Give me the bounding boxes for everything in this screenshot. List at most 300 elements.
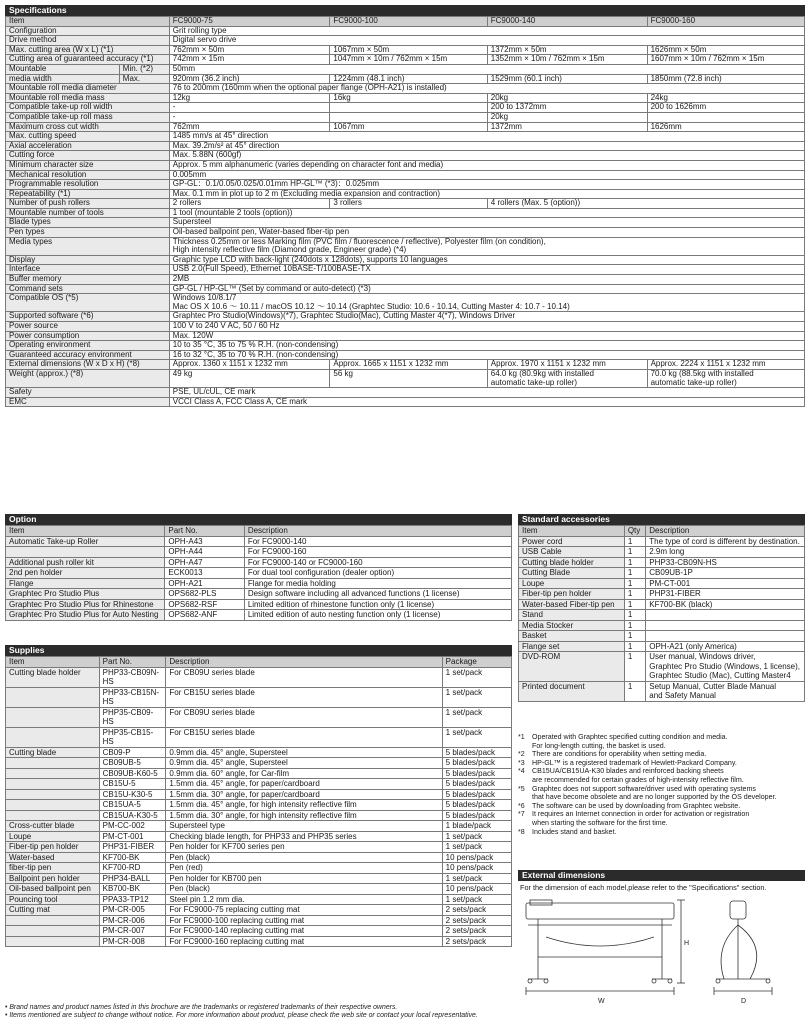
specifications-title: Specifications — [5, 5, 805, 16]
row-label: Graphtec Pro Studio Plus for Auto Nesting — [6, 610, 165, 621]
cutter-dimension-drawing — [518, 895, 805, 1010]
table-cell: PSE, UL/cUL, CE mark — [169, 388, 804, 398]
row-label: Basket — [519, 631, 625, 642]
table-row — [6, 312, 805, 322]
table-cell: 1 — [624, 547, 645, 558]
footnote — [518, 802, 805, 811]
table-row — [6, 758, 512, 769]
row-label: Flange — [6, 578, 165, 589]
table-cell: 70.0 kg (88.5kg with installed automatic take-up roller) — [647, 369, 804, 387]
footnote-marker: *2 — [518, 750, 525, 759]
table-cell: 1 — [624, 568, 645, 579]
row-label — [6, 936, 100, 947]
column-header: Package — [442, 657, 511, 668]
table-row — [6, 821, 512, 832]
table-row — [6, 74, 805, 84]
table-cell: 0.9mm dia. 45° angle, Supersteel — [166, 747, 442, 758]
table-header-row — [6, 657, 512, 668]
table-cell: PHP33-CB09N-HS — [99, 667, 166, 687]
table-cell: 5 blades/pack — [442, 800, 511, 811]
table-cell: 20kg — [487, 112, 647, 122]
footnote-text: Operated with Graphtec specified cutting condition and media. For long-length cutting, the basket is used. — [532, 733, 728, 750]
table-cell: 3 rollers — [330, 199, 487, 209]
table-cell: ECK0013 — [165, 568, 244, 579]
row-label: Media types — [6, 237, 170, 255]
table-row — [6, 779, 512, 790]
table-cell: 24kg — [647, 93, 804, 103]
table-cell: Thickness 0.25mm or less Marking film (PVC film / fluorescence / reflective), Polyester film (on condition), High intensity reflective film (Diamond grade, Engineer grade) (*4) — [169, 237, 804, 255]
column-header: FC9000-100 — [330, 17, 487, 27]
supplies-title: Supplies — [5, 645, 512, 656]
row-label — [6, 707, 100, 727]
width-label: W — [598, 998, 605, 1005]
table-cell: Supersteel — [169, 218, 804, 228]
table-cell: 1 — [624, 578, 645, 589]
table-row — [6, 747, 512, 758]
table-cell: 742mm × 15m — [169, 55, 330, 65]
table-cell: 64.0 kg (80.9kg with installed automatic take-up roller) — [487, 369, 647, 387]
table-cell — [330, 112, 487, 122]
table-cell: The type of cord is different by destination. — [646, 536, 805, 547]
row-label: Compatible take-up roll mass — [6, 112, 170, 122]
table-cell: 1047mm × 10m / 762mm × 15m — [330, 55, 487, 65]
table-cell: Setup Manual, Cutter Blade Manual and Safety Manual — [646, 681, 805, 701]
table-row — [6, 284, 805, 294]
table-row — [6, 768, 512, 779]
footnote-text: CB15UA/CB15UA-K30 blades and reinforced backing sheets are recommended for certain grades of high-intensity reflective film. — [532, 767, 744, 784]
table-cell: Limited edition of rhinestone function only (1 license) — [244, 599, 511, 610]
table-cell: OPH-A43 — [165, 536, 244, 547]
footnote-marker: *5 — [518, 784, 525, 793]
table-row — [6, 255, 805, 265]
row-label: Fiber-tip pen holder — [6, 842, 100, 853]
table-header-row — [519, 526, 805, 537]
table-cell: 1.5mm dia. 45° angle, for paper/cardboard — [166, 779, 442, 790]
table-row — [6, 45, 805, 55]
table-row — [6, 141, 805, 151]
footnote — [518, 785, 805, 802]
column-header: Description — [166, 657, 442, 668]
table-cell — [330, 103, 487, 113]
row-label: Cutting Blade — [519, 568, 625, 579]
table-cell: Approx. 1360 x 1151 x 1232 mm — [169, 360, 330, 370]
table-cell: 1 set/pack — [442, 687, 511, 707]
table-row — [519, 536, 805, 547]
table-cell: 100 V to 240 V AC, 50 / 60 Hz — [169, 322, 804, 332]
table-cell: For FC9000-75 replacing cutting mat — [166, 905, 442, 916]
table-cell: User manual, Windows driver, Graphtec Pro Studio (Windows, 1 license), Graphtec Studio (Mac), Cutting Master4 — [646, 652, 805, 682]
column-header: Item — [6, 526, 165, 537]
column-header: Description — [646, 526, 805, 537]
table-cell: USB 2.0(Full Speed), Ethernet 10BASE-T/100BASE-TX — [169, 265, 804, 275]
table-row — [519, 681, 805, 701]
table-row — [6, 884, 512, 895]
table-row — [6, 842, 512, 853]
external-dimensions-caption: For the dimension of each model,please refer to the "Specifications" section. — [520, 883, 767, 892]
table-cell: Max. 0.1 mm in plot up to 2 m (Excluding media expansion and contraction) — [169, 189, 804, 199]
table-cell: CB15UA-K30-5 — [99, 810, 166, 821]
table-cell: 10 pens/pack — [442, 884, 511, 895]
table-cell: 1 — [624, 681, 645, 701]
table-cell: 50mm — [169, 64, 804, 74]
row-label: USB Cable — [519, 547, 625, 558]
row-label: Media Stocker — [519, 620, 625, 631]
table-cell: 1067mm — [330, 122, 487, 132]
table-cell: OPS682-ANF — [165, 610, 244, 621]
column-header: Qty — [624, 526, 645, 537]
table-cell: 5 blades/pack — [442, 768, 511, 779]
table-cell: KF700-BK — [99, 852, 166, 863]
table-cell: 1 — [624, 631, 645, 642]
table-row — [6, 810, 512, 821]
table-cell: 16kg — [330, 93, 487, 103]
table-row — [6, 369, 805, 387]
table-cell: Limited edition of auto nesting function only (1 license) — [244, 610, 511, 621]
table-row — [6, 322, 805, 332]
column-header: Item — [519, 526, 625, 537]
table-cell: 5 blades/pack — [442, 810, 511, 821]
row-label: Graphtec Pro Studio Plus — [6, 589, 165, 600]
table-cell: OPH-A47 — [165, 557, 244, 568]
table-row — [6, 800, 512, 811]
column-header: FC9000-75 — [169, 17, 330, 27]
table-row — [6, 599, 512, 610]
footnote-text: Graphtec does not support software/driver used with operating systems that have become obsolete and are no longer supported by the OS developer. — [532, 784, 777, 802]
table-cell: 1 — [624, 610, 645, 621]
table-row — [6, 93, 805, 103]
table-cell: PM-CC-002 — [99, 821, 166, 832]
row-label-text: Mountable — [9, 64, 47, 73]
table-cell: 1 — [624, 536, 645, 547]
table-cell: Grit rolling type — [169, 26, 804, 36]
row-label: Cutting area of guaranteed accuracy (*1) — [6, 55, 170, 65]
table-row — [6, 610, 512, 621]
option-section — [5, 514, 512, 621]
table-cell: 1 — [624, 620, 645, 631]
row-label: Power source — [6, 322, 170, 332]
row-label-text: media width — [9, 74, 52, 83]
row-label: Additional push roller kit — [6, 557, 165, 568]
footnote-marker: *8 — [518, 827, 525, 836]
footnote — [518, 733, 805, 750]
table-cell: Supersteel type — [166, 821, 442, 832]
row-label: Printed document — [519, 681, 625, 701]
table-cell: 1 set/pack — [442, 831, 511, 842]
table-cell: 1 set/pack — [442, 894, 511, 905]
footnote-marker: *1 — [518, 733, 525, 741]
table-cell: 1529mm (60.1 inch) — [487, 74, 647, 84]
control-panel — [530, 900, 552, 905]
row-label: Cutting force — [6, 151, 170, 161]
footnote — [518, 759, 805, 768]
row-label: Supported software (*6) — [6, 312, 170, 322]
table-row — [6, 170, 805, 180]
table-cell: 1067mm × 50m — [330, 45, 487, 55]
table-cell: - — [169, 103, 330, 113]
table-cell: Oil-based ballpoint pen, Water-based fiber-tip pen — [169, 228, 804, 238]
row-label: Pouncing tool — [6, 894, 100, 905]
table-cell: Max. 39.2m/s² at 45° direction — [169, 141, 804, 151]
row-label: Automatic Take-up Roller — [6, 536, 165, 547]
footnote — [518, 750, 805, 759]
table-cell: Pen (black) — [166, 884, 442, 895]
row-label: Drive method — [6, 36, 170, 46]
footnote — [518, 828, 805, 837]
table-row — [6, 122, 805, 132]
row-sublabel: Max. — [119, 75, 169, 84]
table-row — [6, 388, 805, 398]
table-row — [6, 863, 512, 874]
table-row — [6, 894, 512, 905]
table-row — [6, 199, 805, 209]
table-cell: 1 set/pack — [442, 667, 511, 687]
table-row — [6, 727, 512, 747]
table-row — [6, 228, 805, 238]
table-row — [6, 687, 512, 707]
table-cell: For CB15U series blade — [166, 687, 442, 707]
table-header-row — [6, 526, 512, 537]
row-label: External dimensions (W x D x H) (*8) — [6, 360, 170, 370]
table-row — [6, 84, 805, 94]
table-cell: 1 — [624, 599, 645, 610]
table-row — [6, 26, 805, 36]
table-cell: CB15UA-5 — [99, 800, 166, 811]
table-cell: 76 to 200mm (160mm when the optional paper flange (OPH-A21) is installed) — [169, 84, 804, 94]
column-header: FC9000-160 — [647, 17, 804, 27]
table-cell: OPH-A21 (only America) — [646, 641, 805, 652]
footer-change-notice: • Items mentioned are subject to change without notice. For more information about product, please check the web site or contact your local representative. — [5, 1011, 478, 1019]
row-label: Programmable resolution — [6, 180, 170, 190]
row-label: Loupe — [6, 831, 100, 842]
row-label: Fiber-tip pen holder — [519, 589, 625, 600]
footnote-text: HP-GL™ is a registered trademark of Hewlett-Packard Company. — [532, 758, 737, 767]
table-cell: For dual tool configuration (dealer option) — [244, 568, 511, 579]
table-row — [6, 568, 512, 579]
row-label: Loupe — [519, 578, 625, 589]
table-cell: 1 tool (mountable 2 tools (option)) — [169, 208, 804, 218]
table-row — [6, 397, 805, 407]
table-cell — [646, 610, 805, 621]
table-row — [6, 218, 805, 228]
footnote-text: There are conditions for operability when setting media. — [532, 750, 707, 759]
row-label — [6, 789, 100, 800]
table-cell: For CB15U series blade — [166, 727, 442, 747]
table-cell: 49 kg — [169, 369, 330, 387]
table-cell: 1 set/pack — [442, 727, 511, 747]
row-label: Configuration — [6, 26, 170, 36]
table-cell: 1.5mm dia. 45° angle, for high intensity reflective film — [166, 800, 442, 811]
table-cell: 10 to 35 °C, 35 to 75 % R.H. (non-condensing) — [169, 341, 804, 351]
table-row — [6, 707, 512, 727]
table-cell: CB09UB-K60-5 — [99, 768, 166, 779]
table-cell: For FC9000-140 or FC9000-160 — [244, 557, 511, 568]
table-row — [6, 180, 805, 190]
row-label: Operating environment — [6, 341, 170, 351]
table-cell: 16 to 32 °C, 35 to 70 % R.H. (non-condensing) — [169, 350, 804, 360]
table-cell — [647, 112, 804, 122]
table-cell: PHP35-CB15-HS — [99, 727, 166, 747]
table-row — [6, 55, 805, 65]
table-cell: For FC9000-100 replacing cutting mat — [166, 915, 442, 926]
table-cell: 10 pens/pack — [442, 863, 511, 874]
table-cell — [646, 620, 805, 631]
table-cell: 1626mm — [647, 122, 804, 132]
row-label — [6, 74, 170, 84]
table-cell: CB15U-K30-5 — [99, 789, 166, 800]
table-cell: Approx. 5 mm alphanumeric (varies depending on character font and media) — [169, 160, 804, 170]
row-label: Number of push rollers — [6, 199, 170, 209]
column-header: Item — [6, 17, 170, 27]
table-cell: For CB09U series blade — [166, 707, 442, 727]
table-cell: 200 to 1372mm — [487, 103, 647, 113]
standard-accessories-title: Standard accessories — [518, 514, 805, 525]
table-cell: Approx. 1970 x 1151 x 1232 mm — [487, 360, 647, 370]
table-row — [6, 160, 805, 170]
footnote-text: The software can be used by downloading from Graphtec website. — [532, 801, 741, 810]
table-cell: 56 kg — [330, 369, 487, 387]
table-row — [519, 557, 805, 568]
table-cell: KB700-BK — [99, 884, 166, 895]
external-dimensions-title: External dimensions — [518, 870, 805, 881]
row-label: Max. cutting area (W x L) (*1) — [6, 45, 170, 55]
table-row — [519, 547, 805, 558]
footnote-marker: *4 — [518, 767, 525, 776]
row-sublabel: Min. (*2) — [119, 65, 169, 74]
table-cell: Pen (red) — [166, 863, 442, 874]
row-label — [6, 64, 170, 74]
table-row — [6, 589, 512, 600]
table-header-row — [6, 17, 805, 27]
table-cell: 1485 mm/s at 45° direction — [169, 132, 804, 142]
footnote — [518, 810, 805, 827]
table-row — [6, 36, 805, 46]
table-cell: 2.9m long — [646, 547, 805, 558]
table-row — [6, 275, 805, 285]
footnote-text: Includes stand and basket. — [532, 827, 617, 836]
table-cell: PHP31-FIBER — [646, 589, 805, 600]
table-row — [519, 631, 805, 642]
table-cell: 1 set/pack — [442, 842, 511, 853]
table-row — [519, 599, 805, 610]
table-row — [6, 915, 512, 926]
column-header: Description — [244, 526, 511, 537]
column-header: FC9000-140 — [487, 17, 647, 27]
cutter-body-front — [526, 903, 674, 919]
table-row — [6, 151, 805, 161]
footer-trademark-note: • Brand names and product names listed in this brochure are the trademarks or registered trademarks of their respective owners. — [5, 1004, 398, 1011]
table-row — [6, 789, 512, 800]
row-label: Guaranteed accuracy environment — [6, 350, 170, 360]
footnote-marker: *6 — [518, 801, 525, 810]
table-cell: PHP34-BALL — [99, 873, 166, 884]
row-label: Water-based Fiber-tip pen — [519, 599, 625, 610]
table-cell: 5 blades/pack — [442, 779, 511, 790]
table-cell: - — [169, 112, 330, 122]
table-cell: 5 blades/pack — [442, 789, 511, 800]
table-cell: Pen (black) — [166, 852, 442, 863]
table-cell: Max. 5.88N (600gf) — [169, 151, 804, 161]
table-cell: CB09UB-5 — [99, 758, 166, 769]
table-cell: KF700-RD — [99, 863, 166, 874]
table-cell: 5 blades/pack — [442, 758, 511, 769]
row-label: DVD-ROM — [519, 652, 625, 682]
row-label: Stand — [519, 610, 625, 621]
table-cell: For FC9000-160 replacing cutting mat — [166, 936, 442, 947]
table-cell: Flange for media holding — [244, 578, 511, 589]
footnote — [518, 767, 805, 784]
table-cell: 1224mm (48.1 inch) — [330, 74, 487, 84]
table-cell: OPH-A44 — [165, 547, 244, 558]
table-row — [6, 667, 512, 687]
table-row — [519, 568, 805, 579]
table-row — [6, 360, 805, 370]
table-cell: 2 sets/pack — [442, 936, 511, 947]
row-label: Weight (approx.) (*8) — [6, 369, 170, 387]
table-row — [6, 265, 805, 275]
table-cell: 762mm × 50m — [169, 45, 330, 55]
row-label — [6, 800, 100, 811]
row-label: Mechanical resolution — [6, 170, 170, 180]
row-label — [6, 810, 100, 821]
table-cell: CB09-P — [99, 747, 166, 758]
table-cell: 1626mm × 50m — [647, 45, 804, 55]
row-label: 2nd pen holder — [6, 568, 165, 579]
row-label: fiber-tip pen — [6, 863, 100, 874]
table-cell: 0.005mm — [169, 170, 804, 180]
table-cell: CB09UB-1P — [646, 568, 805, 579]
table-cell: 0.9mm dia. 60° angle, for Car-film — [166, 768, 442, 779]
row-label: Cutting mat — [6, 905, 100, 916]
row-label — [6, 687, 100, 707]
table-row — [6, 64, 805, 74]
table-row — [6, 578, 512, 589]
row-label: Graphtec Pro Studio Plus for Rhinestone — [6, 599, 165, 610]
row-label — [6, 915, 100, 926]
row-label: Compatible OS (*5) — [6, 294, 170, 312]
row-label: Cutting blade holder — [519, 557, 625, 568]
table-cell: PHP35-CB09-HS — [99, 707, 166, 727]
table-row — [519, 652, 805, 682]
table-row — [519, 620, 805, 631]
row-label: Buffer memory — [6, 275, 170, 285]
table-row — [6, 547, 512, 558]
row-label: Safety — [6, 388, 170, 398]
table-cell: For CB09U series blade — [166, 667, 442, 687]
row-label: Mountable number of tools — [6, 208, 170, 218]
table-cell: For FC9000-140 replacing cutting mat — [166, 926, 442, 937]
row-label: Ballpoint pen holder — [6, 873, 100, 884]
table-cell: 5 blades/pack — [442, 747, 511, 758]
row-label: Power consumption — [6, 331, 170, 341]
table-row — [6, 852, 512, 863]
table-cell: 2 sets/pack — [442, 915, 511, 926]
table-cell: 2MB — [169, 275, 804, 285]
table-cell: 1.5mm dia. 30° angle, for high intensity reflective film — [166, 810, 442, 821]
table-cell: PM-CR-008 — [99, 936, 166, 947]
table-cell: 1607mm × 10m / 762mm × 15m — [647, 55, 804, 65]
row-label: Blade types — [6, 218, 170, 228]
table-cell: PHP33-CB15N-HS — [99, 687, 166, 707]
table-row — [6, 103, 805, 113]
table-cell: CB15U-5 — [99, 779, 166, 790]
table-cell: OPS682-PLS — [165, 589, 244, 600]
table-row — [519, 641, 805, 652]
row-label: Command sets — [6, 284, 170, 294]
table-row — [519, 578, 805, 589]
table-row — [6, 926, 512, 937]
table-row — [6, 294, 805, 312]
table-cell: Windows 10/8.1/7 Mac OS X 10.6 ～ 10.11 / macOS 10.12 ～ 10.14 (Graphtec Studio: 10.6 - 10.14, Cutting Master 4: 10.7 - 10.14) — [169, 294, 804, 312]
